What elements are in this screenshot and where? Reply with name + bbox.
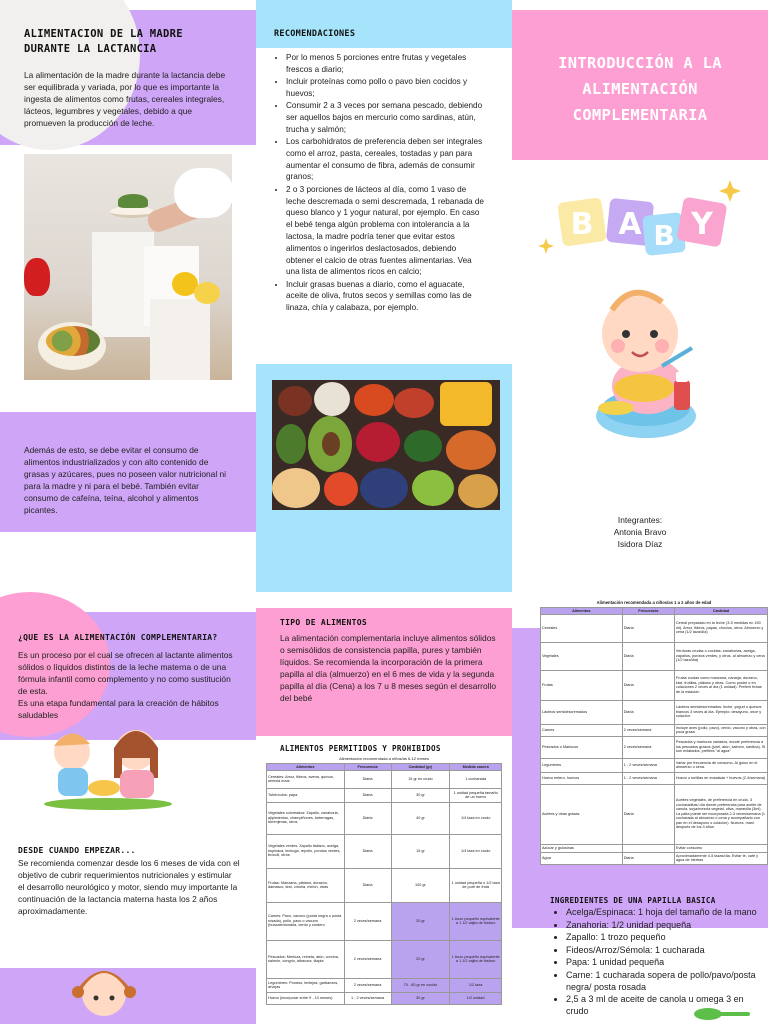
list-item: • Incluir proteínas como pollo o pavo bien cocidos y huevos; [286, 76, 484, 100]
kids-eating-illustration [38, 722, 178, 812]
cell: 1 unidad pequeña tamaño de un huevo [450, 788, 502, 802]
table-row [541, 670, 768, 700]
table-row [541, 784, 768, 844]
cell: Frutas [541, 670, 623, 700]
table-row [267, 978, 502, 992]
cell: Cereales [541, 614, 623, 642]
recommendations-panel [256, 0, 512, 600]
cell: 1 - 2 veces/semana [622, 772, 674, 784]
cell: 15 gr [391, 834, 450, 868]
cell: 30 gr [391, 788, 450, 802]
list-item: • Los carbohidratos de preferencia deben ser integrales como el arroz, pasta, cereales, tostadas y pan para aumentar el consumo de fibra, además de consumir granos; [286, 136, 484, 183]
table-row [267, 940, 502, 978]
cell: Aproximadamente 4-5 tazas/día. Evitar té, café y agua de hierbas [674, 852, 767, 864]
star-icon [538, 238, 554, 254]
table-row [267, 788, 502, 802]
papilla-title: INGREDIENTES DE UNA PAPILLA BASICA [550, 896, 716, 905]
svg-text:B: B [570, 207, 594, 242]
blue-header [256, 0, 512, 48]
cell: Cereal preparado en la leche (3-5 medidas en 150 ml). Arroz, fideos, papas, choclos, otros. Almuerzo y cena (1/2 taza/día) [674, 614, 767, 642]
cell: 2 veces/semana [344, 940, 391, 978]
table-row [267, 868, 502, 902]
cell: 2 veces/semana [344, 978, 391, 992]
cell: 1/4 taza en crudo [450, 802, 502, 834]
table-row [541, 758, 768, 772]
cell: 1 - 2 veces/semana [622, 758, 674, 772]
cell: 70 - 80 gr en cocido [391, 978, 450, 992]
integrantes-label: Integrantes: [617, 515, 663, 525]
cell: Huevo (incorporar entre 9 - 10 meses) [267, 992, 345, 1004]
papilla-list [552, 906, 764, 1018]
table-row [267, 834, 502, 868]
types-text: La alimentación complementaria incluye alimentos sólidos o semisólidos de consistencia papilla, pures y también líquidos. Se recomienda la incorporación de la primera papilla al día (almuerzo) en el 6 mes de vida y la segunda papilla al día (Cena) a los 7 u 8 meses según el desarrollo del bebé [280, 633, 497, 703]
star-icon [719, 180, 741, 202]
col-header: Frecuencia [344, 764, 391, 771]
what-title: ¿QUE ES LA ALIMENTACIÓN COMPLEMENTARIA? [18, 633, 218, 642]
table-row [541, 772, 768, 784]
cell: Huevo o tortillas en ensalada + huevos (2-4/semana) [674, 772, 767, 784]
list-item: • Zapallo: 1 trozo pequeño [566, 931, 764, 943]
cell: Pescados: Merluza, reineta, atún, corvina, salmón, congrio, albacora, tilapia [267, 940, 345, 978]
cell [622, 844, 674, 852]
list-item: • Por lo menos 5 porciones entre frutas y vegetales frescos a diario; [286, 52, 484, 76]
list-item: • Carne: 1 cucharada sopera de pollo/pavo/posta negra/ posta rosada [566, 969, 764, 993]
cell: Diaria [344, 834, 391, 868]
cell: Legumbres [541, 758, 623, 772]
table-row [541, 614, 768, 642]
cell: 1/2 unidad [450, 992, 502, 1004]
cell: Diaria [344, 868, 391, 902]
what-text-2: Es una etapa fundamental para la creación de hábitos saludables [18, 698, 219, 720]
types-panel [256, 600, 512, 1024]
when-text: Se recomienda comenzar desde los 6 meses de vida con el objetivo de cubrir requerimientos nutricionales y estimular el desarrollo neurológico y motor, siendo muy importante la continuación de la lactancia materna hasta los 2 años aproximadamente. [18, 858, 240, 916]
cell: 1 - 2 veces/semana [344, 992, 391, 1004]
cell: 1 trozo pequeño equivalente a 1 1/2 cajita de fósforo [450, 902, 502, 940]
what-text: Es un proceso por el cual se ofrecen al lactante alimentos sólidos o líquidos distintos de la leche materna o de una fórmula infantil como complemento y no como sustitución de esta. [18, 650, 233, 696]
cell: 1/2 taza [450, 978, 502, 992]
cell: Variar por frecuencia de consumo. Al guiso en el almuerzo o cena. [674, 758, 767, 772]
cell: Tubérculos: papa [267, 788, 345, 802]
list-item: • Zanahoria: 1/2 unidad pequeña [566, 919, 764, 931]
types-title: TIPO DE ALIMENTOS [280, 618, 367, 627]
cell: Pescados o Mariscos [541, 736, 623, 758]
cell: Diaria [344, 802, 391, 834]
table-row [541, 724, 768, 736]
cell: 15 gr en crudo [391, 770, 450, 788]
cell: Legumbres: Porotos, lentejas, garbanzos, arvejas [267, 978, 345, 992]
allowed-table-wrap [266, 756, 502, 1005]
cell: Pescados y mariscos variados, donde preferencia a los pescados grasos (jurel, atún, salmón, sardina). Si son enlatados, prefiera "al agua" [674, 736, 767, 758]
table-row [267, 902, 502, 940]
svg-text:B: B [653, 219, 675, 252]
table-row [541, 700, 768, 724]
allowed-table-title: Alimentación recomendada a niños/as 6-12 meses [339, 756, 429, 761]
table-papilla-panel [512, 600, 768, 1024]
table-row [267, 992, 502, 1004]
cell: 2 veces/semana [622, 736, 674, 758]
cell: 20 gr [391, 940, 450, 978]
girl-illustration [64, 962, 144, 1022]
cell: 40 gr [391, 802, 450, 834]
cell: Diaria [344, 788, 391, 802]
table-row [541, 844, 768, 852]
baby-illustration [512, 170, 768, 450]
table2-wrap [540, 600, 768, 865]
col-header: Cantidad [674, 608, 767, 615]
svg-text:A: A [618, 207, 642, 242]
cell: Lácteos semidescremados: leche, yogurt o quesos blancos 3 veces al día. Ejemplo: desayuno, once y colación. [674, 700, 767, 724]
cell: 1/4 taza en crudo [450, 834, 502, 868]
recommendations-title: RECOMENDACIONES [274, 29, 356, 39]
lactation-avoid: Además de esto, se debe evitar el consumo de alimentos industrializados y con alto contenido de grasas y azúcares, pues no poseen valor nutricional ni para la madre y ni para el bebé. También evitar consumo de cafeína, teína, alcohol y alimentos picantes. [24, 445, 227, 515]
when-title: DESDE CUANDO EMPEZAR... [18, 846, 136, 855]
cell: Diaria [622, 642, 674, 670]
col-header: Frecuencia [622, 608, 674, 615]
list-item: • Acelga/Espinaca: 1 hoja del tamaño de la mano [566, 906, 764, 918]
cell: Vegetales verdes: Zapallo italiano, acelga, espinaca, lechuga, repollo, porotos verdes, brócoli, otros [267, 834, 345, 868]
cell: Huevo entero, huevos [541, 772, 623, 784]
photo-mother-food [24, 154, 232, 380]
list-item: • Fideos/Arroz/Sémola: 1 cucharada [566, 944, 764, 956]
table2 [540, 607, 768, 865]
col-header: Alimentos [267, 764, 345, 771]
photo-healthy-foods [272, 380, 500, 510]
cell: Aceites y otras grasas [541, 784, 623, 844]
table-row [541, 736, 768, 758]
list-item: • 2 o 3 porciones de lácteos al día, como 1 vaso de leche descremada o semi descremada, 1 rebanada de queso blanco y 1 yogur natural, por ejemplo. En caso el bebé tenga algún problema con intolerancia a la lactosa, la madre podría tener que evitar estos alimentos o ingerirlos deslactosados, debiendo obtener el calcio de otras fuentes alimentarias. Vea una lista de alimentos ricos en calcio; [286, 184, 484, 278]
list-item: • Papa: 1 unidad pequeña [566, 956, 764, 968]
spoon-icon [682, 1004, 752, 1024]
what-panel [0, 592, 256, 1024]
cell: 1 trozo pequeño equivalente a 1 1/2 cajita de fósforo [450, 940, 502, 978]
cell: Diaria [622, 784, 674, 844]
allowed-table [266, 763, 502, 1005]
cell: Diaria [622, 700, 674, 724]
lactation-intro: La alimentación de la madre durante la lactancia debe ser equilibrada y variada, por lo que es importante la ingesta de alimentos como frutas, cereales integrales, lácteos, legumbres y vegetales, debido a que promueven la producción de leche. [24, 70, 226, 128]
cell: 2 veces/semana [622, 724, 674, 736]
cell: 30 gr [391, 992, 450, 1004]
svg-text:Y: Y [691, 207, 713, 242]
block-y [677, 197, 728, 248]
col-header: Medida casera [450, 764, 502, 771]
cell: Agua [541, 852, 623, 864]
cell: 20 gr [391, 902, 450, 940]
col-header: Alimentos [541, 608, 623, 615]
recommendations-list [274, 52, 484, 315]
cell: Diaria [622, 614, 674, 642]
list-item: • Incluir grasas buenas a diario, como el aguacate, aceite de oliva, frutos secos y semillas como las de linaza, chía y calabaza, por ejemplo. [286, 279, 484, 314]
cell: Evitar consumo [674, 844, 767, 852]
cell: Frutas crudas como manzana, naranja, durazno, kiwi, frutillas, plátano y otras. Como postre o en colaciones 2 veces al día (1 unidad). Preferir frutas de la estación [674, 670, 767, 700]
cell: 1 cucharada [450, 770, 502, 788]
cell: Diaria [622, 852, 674, 864]
table-row [267, 802, 502, 834]
cell: Lácteos semidescremados [541, 700, 623, 724]
allowed-title: ALIMENTOS PERMITIDOS Y PROHIBIDOS [280, 744, 441, 753]
cell: 100 gr [391, 868, 450, 902]
cell: Frutas: Manzana, plátano, durazno, damasco, kiwi, ciruela, melón, otras [267, 868, 345, 902]
table-row [267, 770, 502, 788]
cover-panel [512, 0, 768, 600]
cell: Aceites vegetales, de preferencia en crudo. 3 cucharaditas/ día donde preferencia para aceite de canola, soya/mezcla vegetal, oliva, maravilla (3ml). La palta puede ser incorporada 2-3 veces/semana (1 cucharada al almuerzo o cena y acompañado con pan en el desayuno o colación). Nueces, maní después de los 3 años [674, 784, 767, 844]
cell: Diaria [622, 670, 674, 700]
list-item: • 2,5 a 3 ml de aceite de canola u omega 3 en crudo [566, 993, 764, 1017]
cell: 1 unidad pequeña o 1/2 taza de puré de fruta [450, 868, 502, 902]
cell: Carnes [541, 724, 623, 736]
cell: Diaria [344, 770, 391, 788]
lactation-title: ALIMENTACION DE LA MADRE DURANTE LA LACTANCIA [24, 28, 183, 55]
col-header: Cantidad (gr) [391, 764, 450, 771]
cell: Carnes: Pavo, vacuno (posta negra o posta rosada), pollo, pavo o vacuno (huacalentonaria, cerdo y cordero [267, 902, 345, 940]
cover-title: INTRODUCCIÓN A LA ALIMENTACIÓN COMPLEMENTARIA [558, 54, 722, 124]
list-item: • Consumir 2 a 3 veces por semana pescado, debiendo ser aquellos bajos en mercurio como sardinas, atún, trucha y salmón; [286, 100, 484, 135]
cell: Cereales: Arroz, fideos, avena, quínoa, sémola maíz. [267, 770, 345, 788]
cell: Azúcar y golosinas [541, 844, 623, 852]
table-row [541, 642, 768, 670]
member-name: Antonia Bravo [613, 527, 667, 537]
member-name: Isidora Díaz [617, 539, 663, 549]
cell: Vegetales coloreados: Zapallo, zanahoria, ajipimientos, champiñones, beterragas, berenjenas, otros [267, 802, 345, 834]
block-b [557, 197, 607, 247]
lactation-panel [0, 0, 256, 600]
cell: 2 veces/semana [344, 902, 391, 940]
cell: Incluye aves (pollo, pavo), cerdo, vacuno y otras, con poca grasa [675, 725, 766, 734]
table2-title: Alimentación recomendada a niños/as 1 a 2 años de edad [596, 600, 712, 605]
table-row [541, 852, 768, 864]
cell: Verduras crudas o cocidas: zanahorias, acelga, zapallos, porotos verdes, y otros. al almuerzo y cena (1/2 taza/día) [674, 642, 767, 670]
cell: Vegetales [541, 642, 623, 670]
